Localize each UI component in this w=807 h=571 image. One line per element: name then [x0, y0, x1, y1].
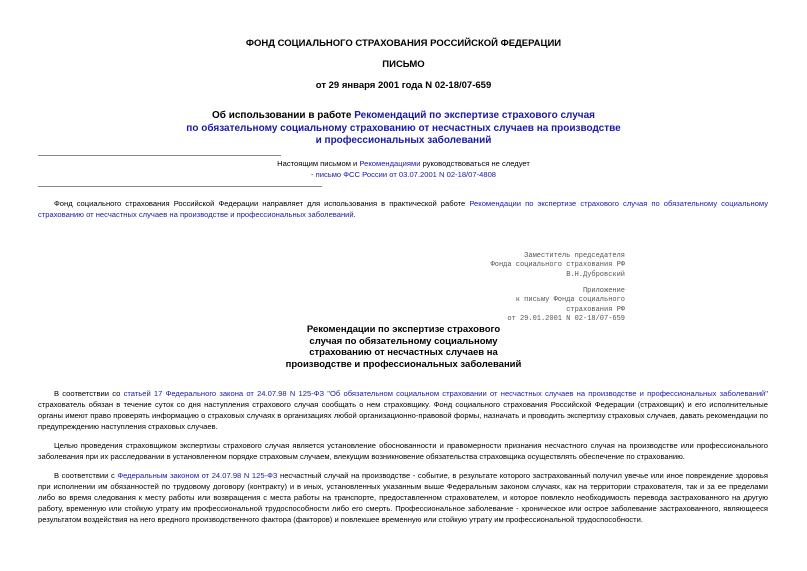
doc-type: ПИСЬМО	[382, 59, 425, 70]
paragraph-3: В соответствии с Федеральным законом от 24.07.98 N 125-ФЗ несчастный случай на производстве - событие, в результате которого застрахованный получил увечье или иное повреждение здоровья при исполнении им обязанностей по трудовому договору (контракту) и в иных, установленных указанным выше Федеральным законом случаях, как на территории страхователя, так и за ее пределами либо во время следования к месту работы или возвращения с места работы на транспорте, предоставленном страхователем, и которое повлекло необходимость перевода застрахованного на другую работу, временную или стойкую утрату им профессиональной трудоспособности либо его смерть. Профессиональное заболевание - хроническое или острое заболевание застрахованного, являющееся результатом воздействия на него вредного производственного фактора (факторов) и повлекшее временную или стойкую утрату им профессиональной трудоспособности.	[38, 471, 768, 524]
appendix-block	[460, 287, 625, 324]
signature-line-1: Заместитель председателя	[524, 252, 625, 260]
appendix-line-3: страхования РФ	[566, 305, 625, 314]
signature-block	[460, 252, 625, 280]
paragraph-3-link[interactable]: Федеральным законом от 24.07.98 N 125-ФЗ	[117, 471, 278, 480]
signature-line-2: Фонда социального страхования РФ	[490, 261, 625, 270]
status-note	[0, 158, 807, 180]
intro-paragraph: Фонд социального страхования Российской Федерации направляет для использования в практической работе Рекомендации по экспертизе страхового случая по обязательному социальному страхованию от несчастных случаев на производстве и профессиональных заболеваний.	[38, 199, 768, 219]
subject-line-2[interactable]: по обязательному социальному страхованию от несчастных случаев на производстве	[186, 122, 621, 134]
status-note-line-2[interactable]: - письмо ФСС России от 03.07.2001 N 02-18/07-4808	[310, 170, 497, 179]
paragraph-1-link[interactable]: статьей 17 Федерального закона от 24.07.98 N 125-ФЗ "Об обязательном социальном страховании от несчастных случаев на производстве и профессиональных заболеваний"	[123, 389, 768, 398]
doc-date: от 29 января 2001 года N 02-18/07-659	[315, 80, 492, 91]
intro-link[interactable]: Рекомендации по экспертизе страхового случая по обязательному социальному страхованию от несчастных случаев на производстве и профессиональных заболеваний	[38, 199, 768, 219]
signature-line-3: В.Н.Дубровский	[566, 270, 625, 279]
appendix-line-1: Приложение	[582, 287, 625, 295]
rec-title-line-2: случая по обязательному социальному	[309, 335, 498, 347]
subject-line-1	[0, 110, 807, 123]
subject-link-recommendations[interactable]: Рекомендаций по экспертизе страхового случая	[354, 110, 596, 121]
subject-heading	[0, 110, 807, 148]
status-note-link[interactable]: Рекомендациями	[359, 159, 421, 168]
top-rule	[38, 155, 281, 156]
subject-line-3[interactable]: и профессиональных заболеваний	[315, 135, 492, 146]
status-note-line-1: Настоящим письмом и Рекомендациями руководствоваться не следует	[277, 159, 530, 168]
rec-title-line-3: страхованию от несчастных случаев на	[309, 347, 498, 359]
paragraph-1: В соответствии со статьей 17 Федерального закона от 24.07.98 N 125-ФЗ "Об обязательном социальном страховании от несчастных случаев на производстве и профессиональных заболеваний" страхователь обязан в течение суток со дня наступления страхового случая сообщать о нем страховщику. Фонд социального страхования Российской Федерации (страховщик) и его исполнительные органы имеют право проверять информацию о страховых случаях в организациях любой организационно-правовой формы, назначать и проводить экспертизу страховых случаев, давать рекомендации по предупреждению наступления страховых случаев.	[38, 389, 768, 431]
subject-prefix: Об использовании в работе	[211, 110, 355, 121]
paragraph-2: Целью проведения страховщиком экспертизы страхового случая является установление обоснованности и правомерности признания несчастного случая на производстве или профессионального заболевания при их расследовании в установленном порядке страховым случаем, влекущим возникновение обязательства страховщика осуществлять обеспечение по страхованию.	[38, 441, 768, 461]
rec-title-line-4: производстве и профессиональных заболеваний	[285, 358, 522, 370]
appendix-line-2: к письму Фонда социального	[515, 296, 625, 305]
appendix-line-4: от 29.01.2001 N 02-18/07-659	[507, 314, 625, 323]
recommendations-title	[0, 324, 807, 370]
org-title: ФОНД СОЦИАЛЬНОГО СТРАХОВАНИЯ РОССИЙСКОЙ ФЕДЕРАЦИИ	[245, 38, 562, 49]
rec-title-line-1: Рекомендации по экспертизе страхового	[306, 324, 501, 335]
bottom-rule	[38, 186, 322, 187]
